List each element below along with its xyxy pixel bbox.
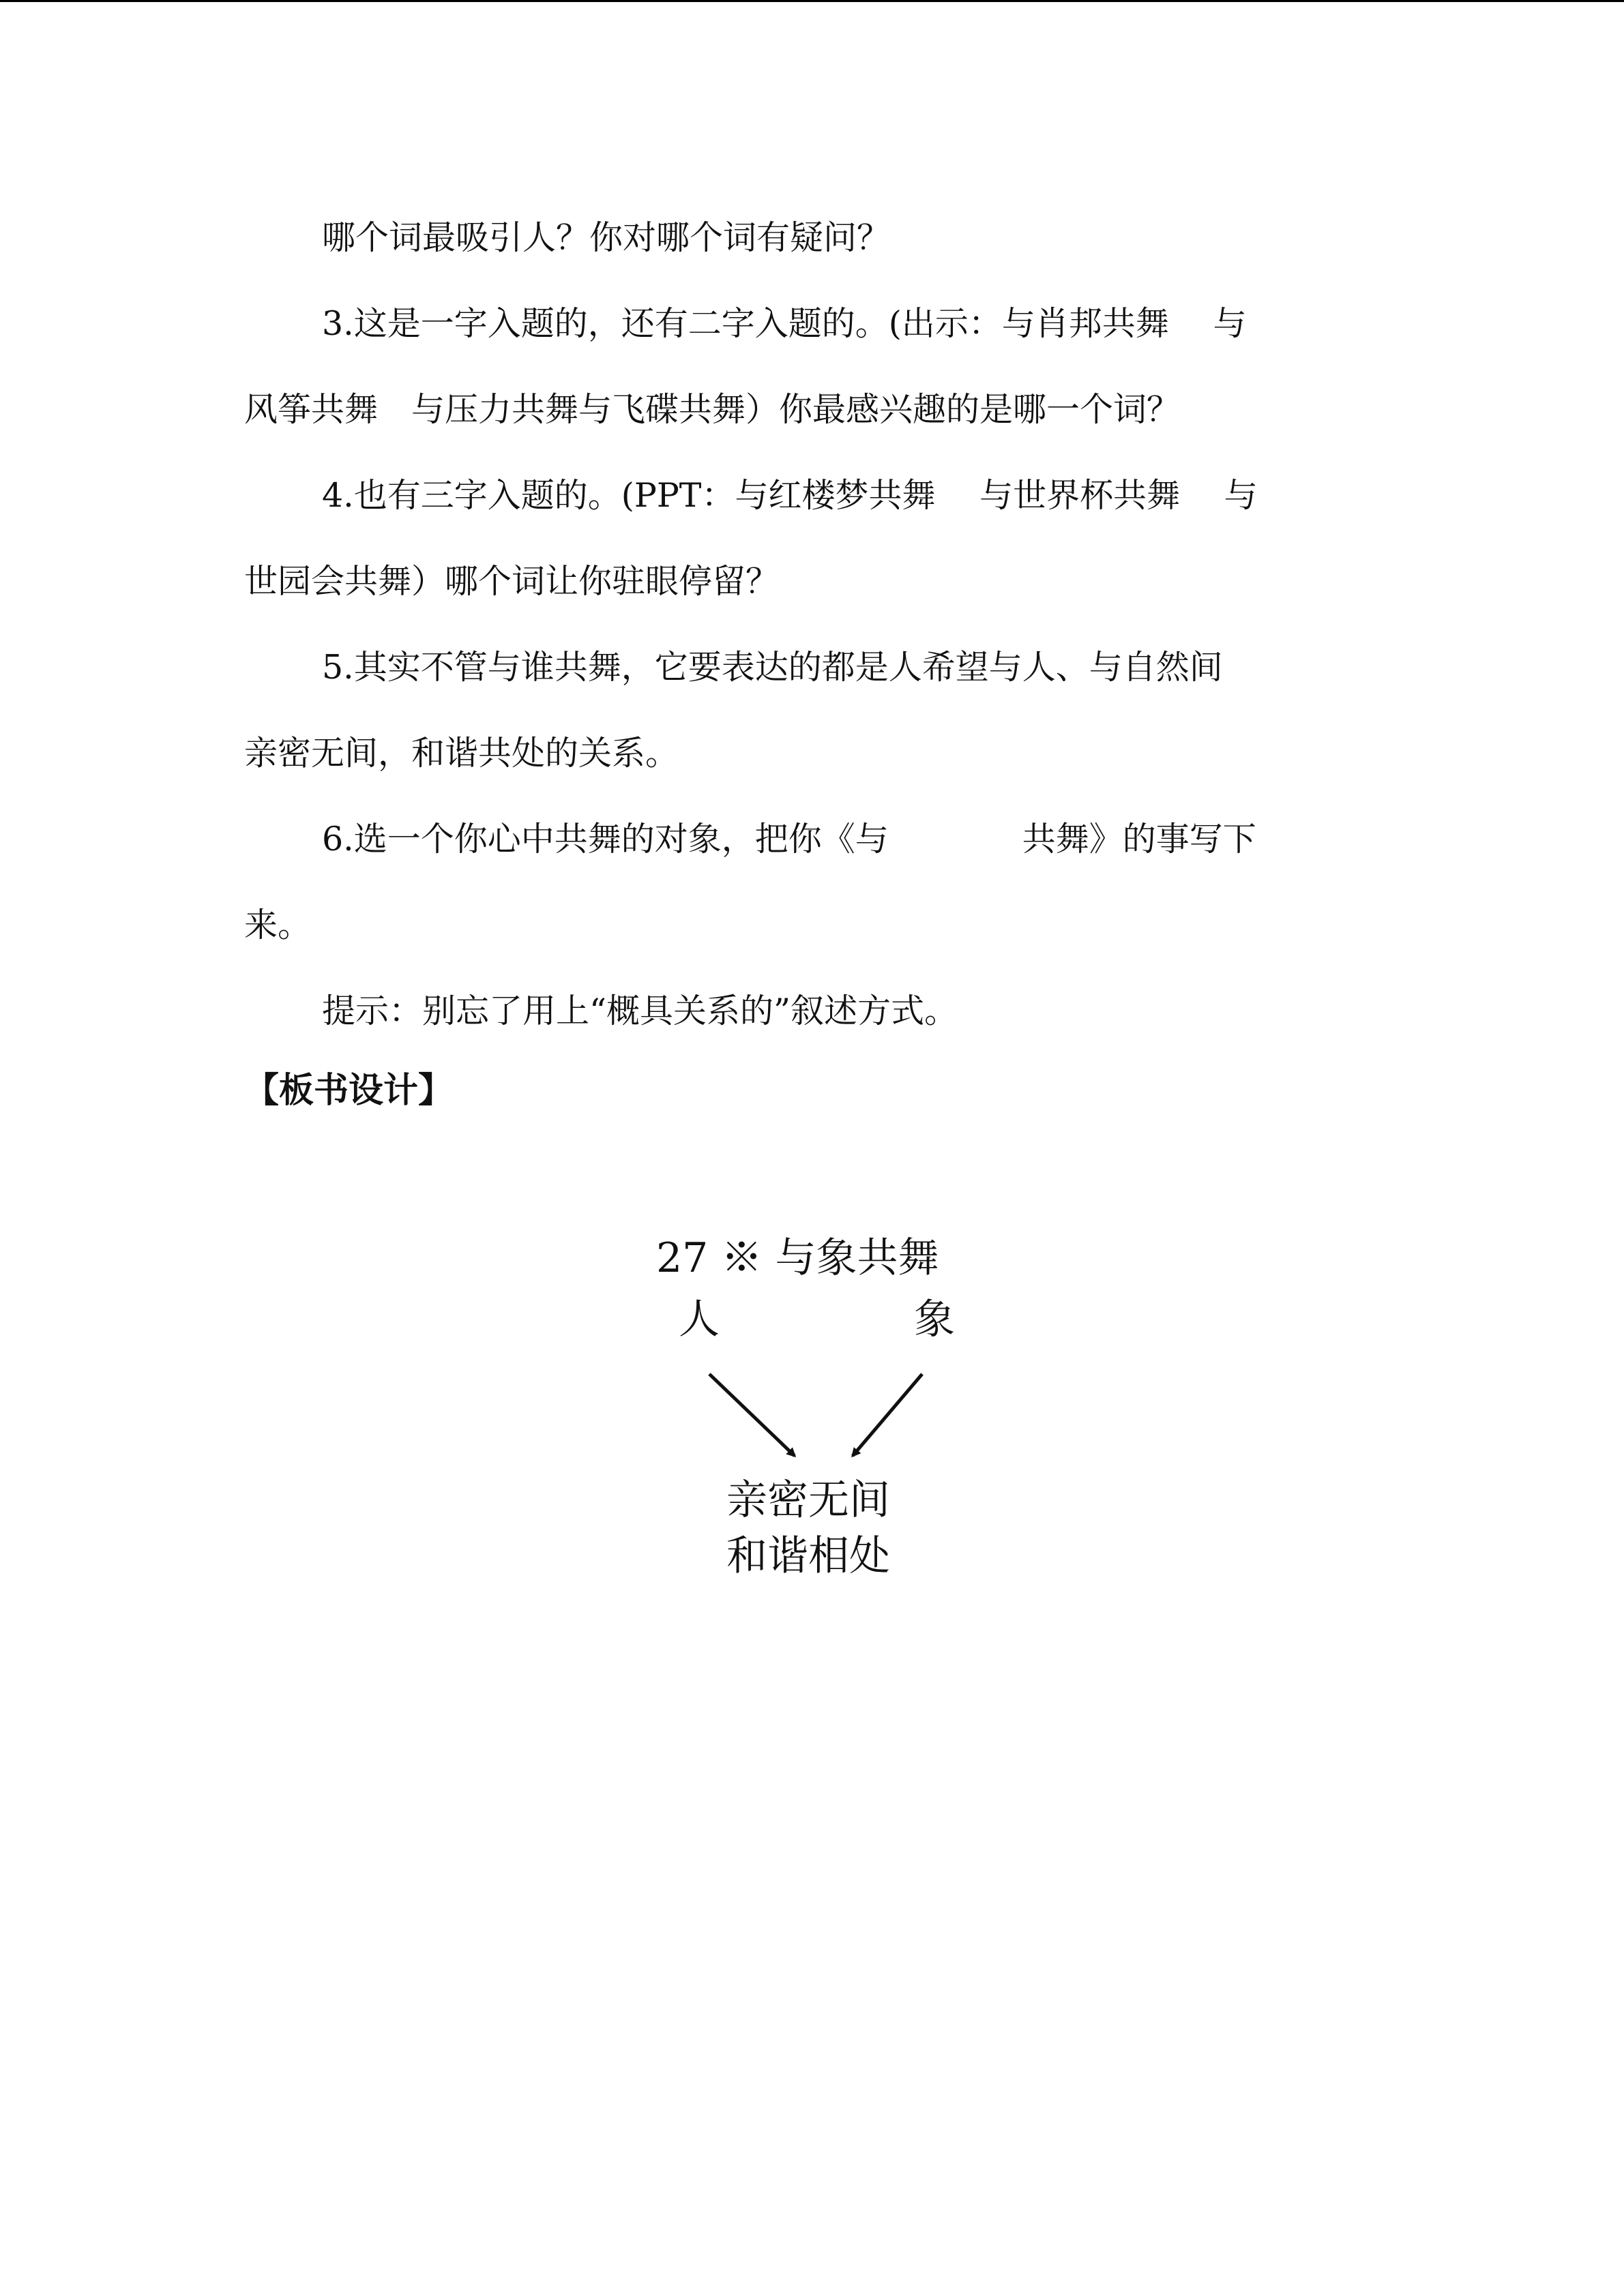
board-design-diagram — [614, 1214, 996, 1596]
page-top-border — [0, 0, 1624, 2]
board-result-line-1: 亲密无间 — [726, 1476, 890, 1524]
paragraph-line-4: 4.也有三字入题的。(PPT：与红楼梦共舞 与世界杯共舞 与 — [322, 476, 1258, 515]
paragraph-line-5: 世园会共舞）哪个词让你驻眼停留？ — [244, 562, 780, 601]
paragraph-line-10: 提示：别忘了用上“概具关系的”叙述方式。 — [322, 992, 958, 1030]
arrow-right-down — [853, 1374, 922, 1456]
paragraph-line-9: 来。 — [244, 906, 312, 944]
board-design-heading: 【板书设计】 — [244, 1071, 454, 1111]
paragraph-line-6: 5.其实不管与谁共舞，它要表达的都是人希望与人、与自然间 — [322, 648, 1223, 687]
board-label-elephant: 象 — [914, 1296, 955, 1343]
paragraph-line-1: 哪个词最吸引人？你对哪个词有疑问？ — [322, 218, 891, 257]
board-title: 27 ※ 与象共舞 — [656, 1234, 939, 1282]
board-result-line-2: 和谐相处 — [726, 1532, 890, 1580]
paragraph-line-2: 3.这是一字入题的，还有二字入题的。(出示：与肖邦共舞 与 — [322, 304, 1247, 343]
paragraph-line-8: 6.选一个你心中共舞的对象，把你《与 共舞》的事写下 — [322, 820, 1256, 859]
board-label-person: 人 — [679, 1296, 720, 1343]
paragraph-line-3: 风筝共舞 与压力共舞与飞碟共舞）你最感兴趣的是哪一个词？ — [244, 390, 1181, 429]
paragraph-line-7: 亲密无间，和谐共处的关系。 — [244, 734, 679, 773]
arrow-left-down — [709, 1374, 795, 1456]
